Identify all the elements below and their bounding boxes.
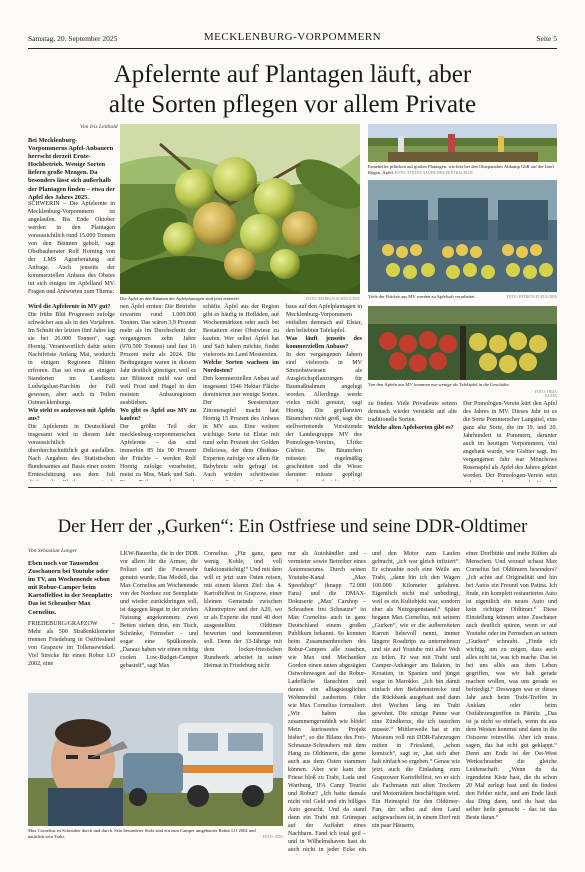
caption-text: Erntehelfer pflücken auf großen Plantagen, wie hier bei den Obstparadies Altkamp GbR auf der Insel Rügen, Äpfel.: [368, 164, 554, 175]
crates-caption: Viele der Früchte aus MV werden zu Apfelsaft verarbeitet.: [368, 294, 476, 299]
paragraph: und den Motor zum Laufen gebracht, „ich war gleich infiziert“. Er schraubte noch eine Weile am Trabi, „dann bin ich den Wagen 100.000 Kilometer gefahren. Eigentlich nicht mal unbedingt, weil es ein Kultobjekt war, sondern eher als Nutzgegenstand.“ Später begann Max Cornelius, mit seinem „Gurken“, wie er die aufbereiteten Karren liebevoll nennt, immer längere Roadtrips zu unternehmen und sie auf Youtube mit aller Welt zu teilen. Er war mit Trabi und Camper-Anhänger am Balaton, in Kroatien, in Spanien und jüngst sogar in Marokko. „Ich bin damit einfach den Befahrenstrecke und die Rückbank ausgebaut und dann drei Wochen lang im Trabi gewohnt. Die einzige Panne war eine Zündkerze, die ich tauschen musste.“ Mittlerweile hat er ein Museum voll mit DDR-Fahrzeugen mitten in Friesland, „schon komisch“, sagt er, „hat sich aber halt einfach so ergeben.“ Genau wie jetzt auch die Einladung zum Grapzower Kartoffelfest, wo er sich als Fachmann mit alten Treckern und Motorrädern beschäftigen wird. Ein Heimspiel für den Oldtimer-Fan, der selbst auf dem Land aufgewachsen ist, in einem Dorf mit ein paar Häusern,: [372, 551, 460, 829]
paragraph: zu finden. Viele Privatleute setzen demnach wieder verstärkt auf alte traditionelle Sorten.: [368, 401, 457, 423]
paragraph: Der größte Teil der mecklenburg-vorpommerschen Apfelernte – das sind immerhin 85 bis 90 Prozent der Früchte – werden Rolf Hornig zufolge verarbeitet, meist zu Mus, Mark und Saft.: [120, 424, 196, 478]
robur-caption: Max Cornelius ist Schrauber durch und durch. Sein besonderer Stolz sind ein zum Camper umgebauter Robur LO 2002 und natürlich sein Trabi.: [28, 828, 256, 839]
article-divider: [28, 487, 557, 488]
subheading: Wird die Apfelernte in MV gut?: [28, 304, 111, 310]
article1-col2: [120, 303, 196, 481]
harvest-photo: [368, 124, 557, 162]
main-photo-apples: [120, 124, 360, 294]
subheading: Wie steht es anderswo mit Äpfeln aus?: [28, 408, 115, 422]
subheading: Was läuft jenseits des kommerziellen Anbaus?: [286, 336, 362, 350]
headline-line-1: Apfelernte auf Plantagen läuft, aber: [113, 61, 472, 88]
caption-credit: FOTO: STEFAN SAUER/DPA/ZENTRALBILD: [395, 171, 473, 175]
article2-col4: [288, 550, 366, 855]
market-photo: [368, 306, 557, 380]
crates-credit: FOTO: PATRICK PLEUL/DPA: [506, 295, 557, 299]
article1-col1b: [28, 303, 115, 481]
paragraph: baus auf den Apfelplantagen in Mecklenburg-Vorpommern entfallen demnach auf Elstar, den beliebten Tafelapfel.: [286, 304, 362, 334]
subheading: Welche alten Apfelsorten gibt es?: [368, 425, 454, 431]
robur-photo: [28, 693, 283, 826]
headline-line-2: alte Sorten pflegen vor allem Private: [108, 91, 477, 118]
article2-col6: [466, 550, 557, 855]
page-number: Seite 5: [536, 34, 557, 43]
page-header: [28, 30, 557, 49]
paragraph: SCHWERIN – Die Apfelernte in Mecklenburg-Vorpommern ist angelaufen. Bis Ende Oktober werden in den Plantagen voraussichtlich rund 15.000 Tonnen von den Bäumen geholt, sagt Obstbauberater Rolf Horning von der LMS Agrarberatung auf Anfrage. Auch jenseits der kommerziellen Anbaus des Obstes tut sich einiges im Apfelland MV. Fragen und Antworten zum Thema:: [28, 201, 115, 295]
article1-col5: [368, 400, 457, 482]
paragraph: FRIEDEBURG/GRAPZOW – Mehr als 500 Straßenkilometer trennen Friedeburg in Ostfriesland von Grapzow im Tollensewinkel. Viel Strecke für einen Robur LO 2002, eine: [28, 621, 115, 667]
article2-col5: [372, 550, 460, 855]
article1-col1: [28, 200, 115, 298]
paragraph: Den kommerziellen Anbau auf insgesamt 1546 Hektar Fläche dominieren nur wenige Sorten. Der Seesternitzer Zitronenapfel macht laut Hornig 15 Prozent des Anbaus in MV aus. Eine weitere wichtige Sorte ist Elstar mit rund zehn Prozent der Golden Delicious, der dem Obstbau-Experten zufolge vor allem für Babybreie sehr gefragt ist. Auch würden schrittweise: [203, 376, 279, 478]
article1-col4: [286, 303, 362, 481]
paragraph: Der Pomologen-Verein kürt den Apfel des Jahres in MV. Dieses Jahr ist es die Sorte Pommerscher Langstiel, eine ganz alte Sorte, die im 19. und 20. Jahrhundert in Pommern, darunter auch im heutigen Vorpommern, viel angebaut wurde, wie Gisbier sagt. Im vergangenen Jahr war Mönchows Rosenapfel als Apfel des Jahres gekürt worden. Der Pomologen-Verein setzt: [463, 401, 557, 479]
paragraph: LKW-Baureihe, die in der DDR vor allem für die Armee, die Polizei und die Feuerwehr genutzt wurde. Das Modell, das Max Cornelius am Wochenende von der Nordsee zur Seenplatte und wieder zurückbringen soll, ist dagegen längst in der zivilen Nutzung angekommen: zwei Betten stehen drin, ein Tisch, Schränke, Fernseher – und sogar eine Spülkonsole. „Daraus haben wir einen richtig coolen Low-Budget-Camper gebastelt“, sagt Max: [120, 551, 198, 669]
article2-byline: Von Sebastian Langer: [28, 548, 78, 554]
article1-byline: Von Iris Leithold: [80, 124, 118, 130]
article2-col2: [120, 550, 198, 688]
paragraph: Die frühe Blüt Prognosen zufolge schwächer aus als in den Vorjahren. Im Schnitt der letzten fünf Jahre lag sie bei 26.000 Tonnen", sagt Hornig. Verantwortlich dafür seien Nachtfröste Anfang Mai, wodurch in einigen Regionen Blüten erfroren. Das sei etwa an einigen Standorten im Landkreis Ludwigslust-Parchim der Fall gewesen, aber auch in Teilen Ostmecklenburgs.: [28, 312, 115, 406]
issue-date: Samstag, 20. September 2025: [28, 34, 118, 43]
article1-lead: Bei Mecklenburg-Vorpommerns Apfel-Anbauern herrscht derzeit Ernte-Hochbetrieb. Wenige Sorten liefern große Mengen. Da besonders lässt sich außerhalb der Plantagen finden – etwa der Apfel des Jahres 2025.: [28, 137, 115, 201]
paragraph: Cornelius. „Für ganz, ganz wenig Kohle, und voll funktionstüchtig!“ Und mit dem will er jetzt zum Osten reisen, mit einem klaren Ziel: das 4. Kartoffelfest in Grapzow, einer kleinen Gemeinde zwischen Altentreptow und der A20, wo er als Experte die rund 40 dort ausgestellten Oldtimer bewerten und kommentieren soll. Denn der 33-Jährige mit dem locker-friesischen Rundwerk arbeitet in seiner Heimat in Friedeburg nicht: [204, 551, 282, 669]
main-photo-caption: Die Äpfel an den Bäumen der Apfelplantagen sind jetzt erntereif.: [120, 296, 240, 301]
paragraph: In den vergangenen Jahren sind vielerorts in MV Streuobstwiesen als Ausgleichspflanzungen für Baumaßnahmen angelegt worden. Allerdings werde vieles nicht genutzt, sagt Hornig. Die gepflanzten Bäumchen nicht groß, sagt die stellvertretende Vorsitzende der Landesgruppe MV des Pomologen-Vereins, Ulrike Gisbier. Die Bäumchen müssten regelmäßig geschnitten und die Wiese darunter müsste gepflegt: [286, 352, 362, 478]
subheading: Welche Sorten wachsen im Nordosten?: [203, 360, 279, 374]
article2-lead: Eben noch vor Tausenden Zuschauern bei Youtube oder im TV, am Wochenende schon mit Robur-Camper beim Kartoffelfest in der Seenplatte: Das ist Schrauber Max Cornelius.: [28, 560, 113, 616]
harvest-caption: [368, 164, 557, 176]
paragraph: Die Apfelernte in Deutschland insgesamt wird in diesem Jahr voraussichtlich überdurchschnittlich gut ausfallen. Nach Angaben des Statistischen Bundesamtes auf Basis einer ersten Ernteschätzung aus dem Juli: [28, 424, 115, 478]
paragraph: nen Äpfel ernten: Die Betriebe erwarten rund 1.009.000 Tonnen. Das wären 3,9 Prozent mehr als im Durchschnitt der vergangenen zehn Jahre (970.500 Tonnen) und fast 16 Prozent mehr als 2024. Die Bedingungen waren in diesem Jahr deutlich günstiger, weil es zur Blütezeit mild war und weil Frost und Hagel in den meisten Anbauregionen ausblieben.: [120, 304, 196, 406]
article1-col3: [203, 303, 279, 481]
robur-credit: FOTO: ZDG: [262, 835, 283, 839]
subheading: Wo gibt es Äpfel aus MV zu kaufen?: [120, 408, 196, 422]
market-caption: Von den Äpfeln aus MV kommen nur wenige als Tafeläpfel in die Geschäfte.: [368, 382, 510, 387]
article2-col3: [204, 550, 282, 688]
paragraph: schäfte. Äpfel aus der Region gibt es häufig in Hofläden, auf Wochenmärkten oder auch bei Bestattern einer Obstwiese zu kaufen. Wer selbst Äpfel hat und Saft haben möchte, findet vielerorts im Land Mostereien.: [203, 304, 279, 358]
article2-col1: [28, 620, 115, 690]
paragraph: einer Dorfbütte und mehr Kühen als Menschen. Und worauf schaut Max Cornelius bei Oldtimern besonders? „Ich achte auf Originalität und bin bei Autos ein Freund von Patina. Ich finde, ein komplett restauriertes Auto ist eigentlich ein neues Auto und kein richtiger Oldtimer.“ Diese Einstellung können seine Zuschauer auch deutlich spüren, wenn er auf Youtube oder im Fernsehen an seinen „Gurken“ schraubt. „Finde ich wichtig, um zu zeigen, dass auch alles echt ist, was ich mache. Das ist bei uns alles aus dem Leben gegriffen, was wir halt gerade machen wollen, was uns gerade so befriedigt.“ Deswegen war er dieses Jahr auch beim Trabi-Treffen in Anklam oder beim Ostfahrzeugtreffen in Pätnitz. „Das ist ja nicht so einfach, wenn du aus dem Westen kommst und dann in die Ostszene reinwillst. Aber ich muss sagen, das hat echt gut geklappt.“ Denn am Ende ist der Ost-West Werkschrauber die gleiche Leidenschaft: „Wenn du da irgendeine Kiste hast, die du schon 20 Mal zerlegt hast und du findest den Fehler nicht, und am Ende läuft das Ding dann, und du hast das selber heile gemacht – das ist das Beste daran.“: [466, 551, 557, 821]
section-title: MECKLENBURG-VORPOMMERN: [203, 31, 382, 43]
article2-headline: Der Herr der „Gurken“: Ein Ostfriese und seine DDR-Oldtimer: [57, 517, 528, 537]
market-credit: FOTO: INDA KLEIN: [534, 390, 557, 398]
paragraph: nur als Autohändler und -vermieter sowie Betreiber eines Automuseums. Durch seinen Youtube-Kanal „Max Speedshop“ (knapp 72.000 Fans) und die DMAX-Dokuserie „Max' Carshop – Schrauben frei Schnauze“ ist Max Cornelius auch in ganz Deutschland einem großen Publikum bekannt. So konnten beim Zusammenbrechen des Robur-Campers alle zusehen, wie Max und Mechaniker Gordon einen unten abgesägten Ostwohnwagen auf die Robur-Ladefläche flanschten und daraus ein alltagstaugliches Wohnmobil zauberten. Oder wie Max Cornelius formuliert: „Wir haben das zusammengeruddelt wie blöde! Mein kuriosestes Projekt bisher“, so die Bilanz des Frei-Schnauze-Schraubers mit dem Hang zu Oldtimern, die gerne auch aus dem Osten stammen können. Aber wie kam der Friese bloß zu Trabi, Lada und Wartburg, IFA Camp Tourist und Robur? „Ich hatte damals nicht viel Geld und ein billiges Auto gesucht. Und da stand dann ein Trabi mit Grünspan auf der Auffahrt eines Nachbarn. Fand ich total geil – und in Wilhelmshaven hast du auch nicht in jeder Ecke ein: [288, 551, 366, 853]
crates-photo: [368, 180, 557, 292]
main-photo-credit: FOTO: MARKUS SCHOLZ/DPA: [306, 297, 360, 301]
article1-col6: [463, 400, 557, 482]
article1-headline: [28, 60, 557, 120]
